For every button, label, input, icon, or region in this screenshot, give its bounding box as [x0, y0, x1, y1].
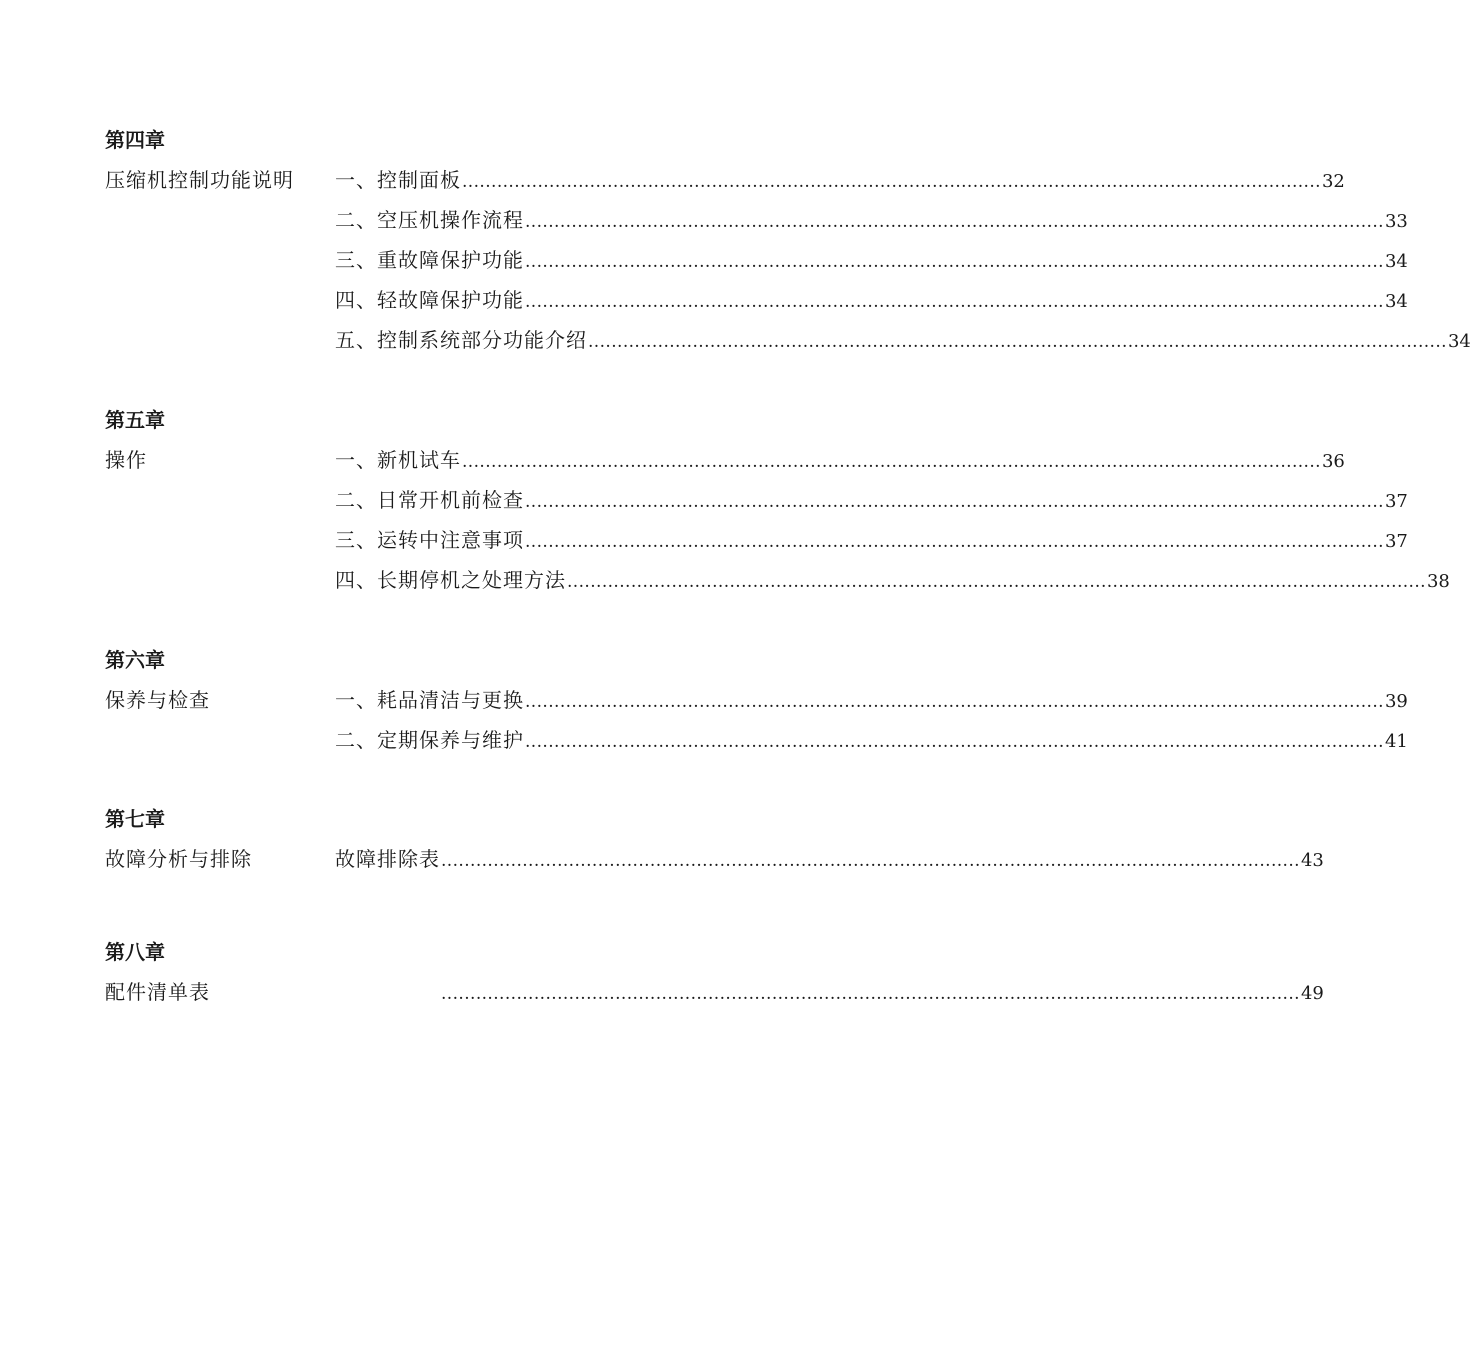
dot-leader: .................................................................................................................................................... [462, 452, 1321, 472]
dot-leader: .................................................................................................................................................... [567, 572, 1426, 592]
toc-entry[interactable] [335, 168, 1345, 192]
dot-leader: .................................................................................................................................................... [525, 252, 1384, 272]
dot-leader: .................................................................................................................................................... [525, 532, 1384, 552]
entry-label: 四、轻故障保护功能 [335, 288, 524, 312]
toc-entry[interactable] [335, 328, 1471, 352]
dot-leader: .................................................................................................................................................... [441, 851, 1300, 871]
toc-entry[interactable] [335, 208, 1408, 232]
dot-leader: .................................................................................................................................................... [525, 692, 1384, 712]
entry-page-number: 38 [1426, 571, 1450, 592]
toc-entry[interactable] [335, 847, 1324, 871]
toc-entry[interactable] [335, 728, 1408, 752]
entry-page-number: 34 [1447, 331, 1471, 352]
entry-label: 五、控制系统部分功能介绍 [335, 328, 587, 352]
entry-label: 三、运转中注意事项 [335, 528, 524, 552]
entry-page-number: 37 [1384, 531, 1408, 552]
entry-label: 配件清单表 [105, 980, 210, 1004]
entry-page-number: 32 [1321, 171, 1345, 192]
entry-label: 二、定期保养与维护 [335, 728, 524, 752]
dot-leader: .................................................................................................................................................... [525, 212, 1384, 232]
entry-page-number: 49 [1300, 983, 1324, 1004]
toc-entry[interactable] [335, 288, 1408, 312]
entry-label: 二、日常开机前检查 [335, 488, 524, 512]
entry-label: 一、耗品清洁与更换 [335, 688, 524, 712]
entry-page-number: 36 [1321, 451, 1345, 472]
entry-page-number: 33 [1384, 211, 1408, 232]
entry-page-number: 37 [1384, 491, 1408, 512]
chapter-subject: 操作 [105, 448, 147, 472]
entry-label: 一、控制面板 [335, 168, 461, 192]
chapter-title: 第八章 [105, 940, 165, 964]
toc-entry[interactable] [335, 568, 1450, 592]
chapter-title: 第五章 [105, 408, 165, 432]
dot-leader: .................................................................................................................................................... [525, 292, 1384, 312]
entry-label: 三、重故障保护功能 [335, 248, 524, 272]
entry-page-number: 34 [1384, 291, 1408, 312]
chapter-title: 第四章 [105, 128, 165, 152]
entry-page-number: 39 [1384, 691, 1408, 712]
dot-leader: .................................................................................................................................................... [525, 732, 1384, 752]
dot-leader: .................................................................................................................................................... [588, 332, 1447, 352]
toc-entry[interactable] [335, 448, 1345, 472]
entry-label: 一、新机试车 [335, 448, 461, 472]
chapter-subject: 压缩机控制功能说明 [105, 168, 294, 192]
toc-entry[interactable] [335, 488, 1408, 512]
chapter-title: 第六章 [105, 648, 165, 672]
chapter-subject: 保养与检查 [105, 688, 210, 712]
entry-page-number: 41 [1384, 731, 1408, 752]
entry-page-number: 34 [1384, 251, 1408, 272]
entry-label: 二、空压机操作流程 [335, 208, 524, 232]
entry-label: 故障排除表 [335, 847, 440, 871]
entry-label: 四、长期停机之处理方法 [335, 568, 566, 592]
dot-leader: .................................................................................................................................................... [462, 172, 1321, 192]
chapter-subject: 故障分析与排除 [105, 847, 252, 871]
chapter-title: 第七章 [105, 807, 165, 831]
toc-entry[interactable] [105, 980, 1324, 1004]
toc-entry[interactable] [335, 248, 1408, 272]
dot-leader: .................................................................................................................................................... [441, 984, 1300, 1004]
entry-page-number: 43 [1300, 850, 1324, 871]
toc-entry[interactable] [335, 688, 1408, 712]
dot-leader: .................................................................................................................................................... [525, 492, 1384, 512]
toc-entry[interactable] [335, 528, 1408, 552]
